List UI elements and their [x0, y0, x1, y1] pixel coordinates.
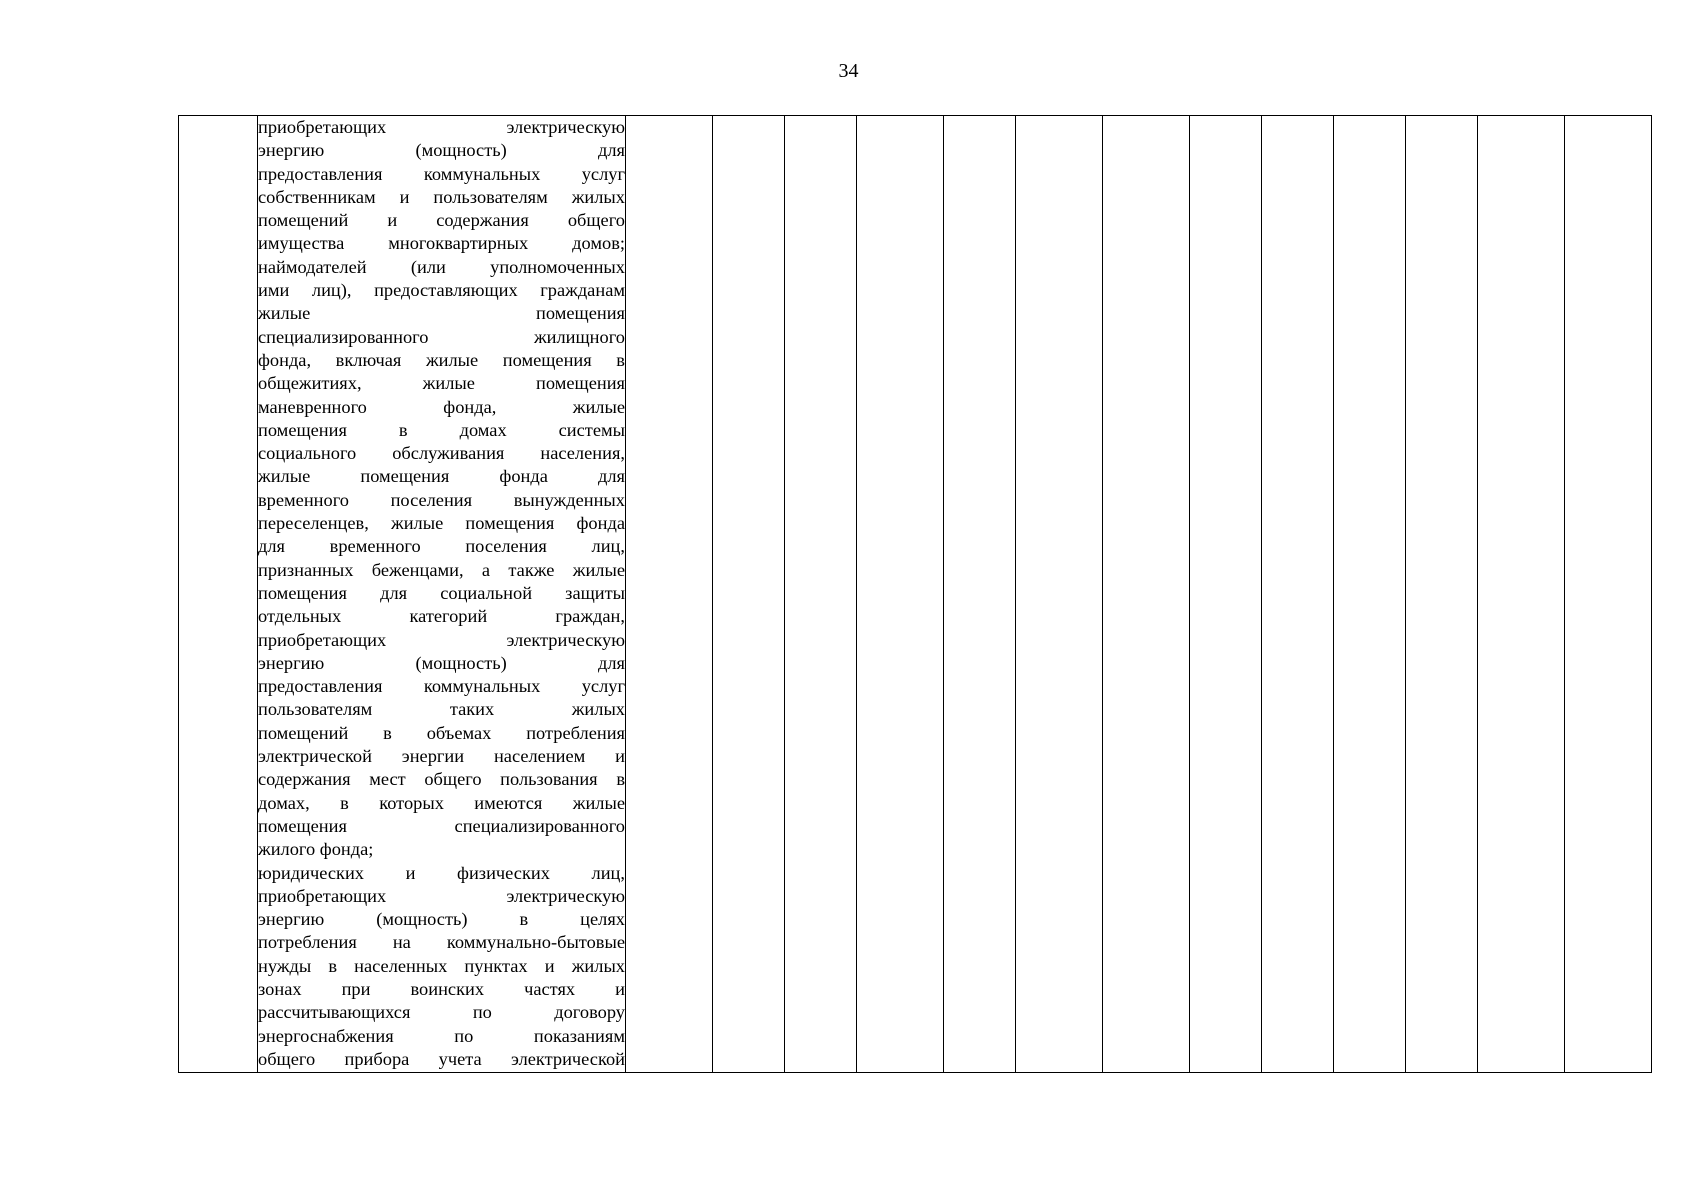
- description-line: признанных беженцами, а также жилые: [258, 559, 625, 580]
- description-line: энергоснабжения по показаниям: [258, 1025, 625, 1046]
- description-line: общежитиях, жилые помещения: [258, 373, 625, 394]
- tariff-table: [178, 115, 1652, 1073]
- description-line: предоставления коммунальных услуг: [258, 163, 625, 184]
- description-line: временного поселения вынужденных: [258, 489, 625, 510]
- description-line: ими лиц), предоставляющих гражданам: [258, 280, 625, 301]
- empty-value-cell: [1103, 116, 1190, 1073]
- description-line: жилые помещения: [258, 303, 625, 324]
- empty-value-cell: [626, 116, 713, 1073]
- description-line: наймодателей (или уполномоченных: [258, 256, 625, 277]
- empty-value-cell: [1406, 116, 1478, 1073]
- row-number-cell: [179, 116, 258, 1073]
- consumer-description-cell: [258, 116, 626, 1073]
- description-line: содержания мест общего пользования в: [258, 769, 625, 790]
- description-line: юридических и физических лиц,: [258, 862, 625, 883]
- empty-value-cell: [1334, 116, 1406, 1073]
- description-line: помещения в домах системы: [258, 419, 625, 440]
- empty-value-cell: [944, 116, 1016, 1073]
- description-line: энергию (мощность) для: [258, 140, 625, 161]
- empty-value-cell: [1016, 116, 1103, 1073]
- description-line: специализированного жилищного: [258, 326, 625, 347]
- description-line: потребления на коммунально-бытовые: [258, 932, 625, 953]
- description-line: общего прибора учета электрической: [258, 1048, 625, 1069]
- description-line: рассчитывающихся по договору: [258, 1002, 625, 1023]
- empty-value-cell: [1262, 116, 1334, 1073]
- description-line: собственникам и пользователям жилых: [258, 186, 625, 207]
- description-text: [258, 116, 625, 1071]
- empty-value-cell: [1478, 116, 1565, 1073]
- description-line: энергию (мощность) для: [258, 652, 625, 673]
- description-line: социального обслуживания населения,: [258, 443, 625, 464]
- empty-value-cell: [1565, 116, 1652, 1073]
- description-line: пользователям таких жилых: [258, 699, 625, 720]
- description-line: предоставления коммунальных услуг: [258, 676, 625, 697]
- description-line: нужды в населенных пунктах и жилых: [258, 955, 625, 976]
- page-number: 34: [838, 60, 859, 82]
- empty-value-cell: [785, 116, 857, 1073]
- description-line: энергию (мощность) в целях: [258, 909, 625, 930]
- empty-value-cell: [713, 116, 785, 1073]
- description-line: жилые помещения фонда для: [258, 466, 625, 487]
- description-line: приобретающих электрическую: [258, 885, 625, 906]
- description-line: домах, в которых имеются жилые: [258, 792, 625, 813]
- description-line: помещения для социальной защиты: [258, 582, 625, 603]
- table-row: [179, 116, 1652, 1073]
- empty-value-cell: [857, 116, 944, 1073]
- description-line: помещений в объемах потребления: [258, 722, 625, 743]
- description-line: имущества многоквартирных домов;: [258, 233, 625, 254]
- description-line: жилого фонда;: [258, 839, 374, 860]
- description-line: приобретающих электрическую: [258, 117, 625, 137]
- description-line: фонда, включая жилые помещения в: [258, 349, 625, 370]
- description-line: для временного поселения лиц,: [258, 536, 625, 557]
- description-line: зонах при воинских частях и: [258, 978, 625, 999]
- description-line: переселенцев, жилые помещения фонда: [258, 513, 625, 534]
- description-line: маневренного фонда, жилые: [258, 396, 625, 417]
- description-line: электрической энергии населением и: [258, 746, 625, 767]
- description-line: приобретающих электрическую: [258, 629, 625, 650]
- description-line: помещения специализированного: [258, 815, 625, 836]
- description-line: отдельных категорий граждан,: [258, 606, 625, 627]
- empty-value-cell: [1190, 116, 1262, 1073]
- description-line: помещений и содержания общего: [258, 210, 625, 231]
